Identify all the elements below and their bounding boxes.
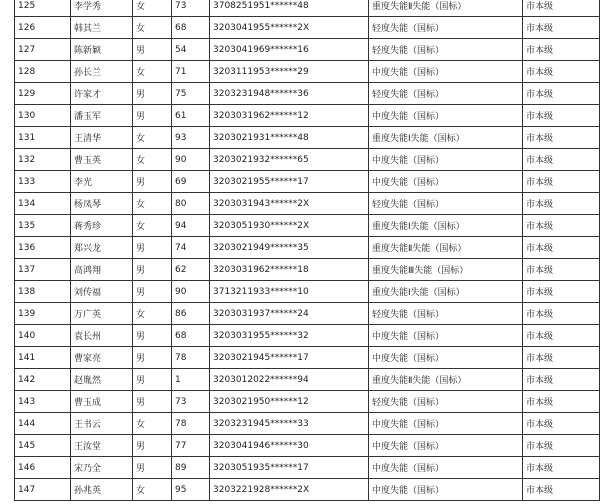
- age-cell: 80: [172, 193, 210, 215]
- name-cell: 蒋秀珍: [71, 215, 133, 237]
- disability-level-cell: 重度失能Ⅲ失能（国标）: [369, 259, 523, 281]
- name-cell: 陈新颖: [71, 39, 133, 61]
- table-row: [15, 413, 600, 435]
- gender-cell: 女: [133, 303, 172, 325]
- disability-level-cell: 中度失能（国标）: [369, 61, 523, 83]
- row-number-cell: 125: [15, 0, 71, 17]
- disability-level-cell: 轻度失能（国标）: [369, 17, 523, 39]
- admin-level-cell: 市本级: [523, 237, 600, 259]
- table-row: [15, 61, 600, 83]
- gender-cell: 男: [133, 105, 172, 127]
- table-row: [15, 259, 600, 281]
- age-cell: 54: [172, 39, 210, 61]
- table-row: [15, 171, 600, 193]
- name-cell: 郑兴龙: [71, 237, 133, 259]
- id-number-cell: 3203231948******36: [210, 83, 369, 105]
- gender-cell: 女: [133, 127, 172, 149]
- admin-level-cell: 市本级: [523, 17, 600, 39]
- disability-level-cell: 中度失能（国标）: [369, 325, 523, 347]
- name-cell: 李学秀: [71, 0, 133, 17]
- disability-level-cell: 轻度失能（国标）: [369, 83, 523, 105]
- age-cell: 78: [172, 413, 210, 435]
- gender-cell: 女: [133, 17, 172, 39]
- admin-level-cell: 市本级: [523, 83, 600, 105]
- gender-cell: 女: [133, 61, 172, 83]
- age-cell: 73: [172, 391, 210, 413]
- disability-level-cell: 重度失能Ⅰ失能（国标）: [369, 281, 523, 303]
- row-number-cell: 128: [15, 61, 71, 83]
- name-cell: 赵胤然: [71, 369, 133, 391]
- row-number-cell: 134: [15, 193, 71, 215]
- gender-cell: 男: [133, 369, 172, 391]
- table-row: [15, 237, 600, 259]
- admin-level-cell: 市本级: [523, 391, 600, 413]
- gender-cell: 男: [133, 259, 172, 281]
- admin-level-cell: 市本级: [523, 105, 600, 127]
- id-number-cell: 3203051935******17: [210, 457, 369, 479]
- row-number-cell: 138: [15, 281, 71, 303]
- gender-cell: 男: [133, 347, 172, 369]
- row-number-cell: 144: [15, 413, 71, 435]
- name-cell: 王汝堂: [71, 435, 133, 457]
- row-number-cell: 147: [15, 479, 71, 501]
- admin-level-cell: 市本级: [523, 281, 600, 303]
- gender-cell: 女: [133, 149, 172, 171]
- age-cell: 94: [172, 215, 210, 237]
- id-number-cell: 3203021932******65: [210, 149, 369, 171]
- table-row: [15, 369, 600, 391]
- id-number-cell: 3203031943******2X: [210, 193, 369, 215]
- gender-cell: 女: [133, 193, 172, 215]
- age-cell: 68: [172, 17, 210, 39]
- name-cell: 潘玉军: [71, 105, 133, 127]
- table-row: [15, 39, 600, 61]
- age-cell: 68: [172, 325, 210, 347]
- id-number-cell: 3203051930******2X: [210, 215, 369, 237]
- name-cell: 杨凤琴: [71, 193, 133, 215]
- admin-level-cell: 市本级: [523, 215, 600, 237]
- row-number-cell: 130: [15, 105, 71, 127]
- name-cell: 许家才: [71, 83, 133, 105]
- id-number-cell: 3203031955******32: [210, 325, 369, 347]
- id-number-cell: 3203041946******30: [210, 435, 369, 457]
- disability-level-cell: 重度失能Ⅱ失能（国标）: [369, 0, 523, 17]
- table-row: [15, 391, 600, 413]
- table-row: [15, 457, 600, 479]
- row-number-cell: 127: [15, 39, 71, 61]
- disability-level-cell: 中度失能（国标）: [369, 413, 523, 435]
- row-number-cell: 146: [15, 457, 71, 479]
- gender-cell: 女: [133, 0, 172, 17]
- row-number-cell: 135: [15, 215, 71, 237]
- name-cell: 韩其兰: [71, 17, 133, 39]
- age-cell: 90: [172, 281, 210, 303]
- gender-cell: 男: [133, 281, 172, 303]
- disability-level-cell: 重度失能Ⅱ失能（国标）: [369, 369, 523, 391]
- disability-level-cell: 轻度失能（国标）: [369, 391, 523, 413]
- disability-level-cell: 重度失能Ⅰ失能（国标）: [369, 127, 523, 149]
- admin-level-cell: 市本级: [523, 127, 600, 149]
- id-number-cell: 3203021945******17: [210, 347, 369, 369]
- row-number-cell: 141: [15, 347, 71, 369]
- row-number-cell: 136: [15, 237, 71, 259]
- admin-level-cell: 市本级: [523, 259, 600, 281]
- admin-level-cell: 市本级: [523, 347, 600, 369]
- id-number-cell: 3203012022******94: [210, 369, 369, 391]
- disability-level-cell: 中度失能（国标）: [369, 171, 523, 193]
- disability-level-cell: 中度失能（国标）: [369, 479, 523, 501]
- name-cell: 袁长州: [71, 325, 133, 347]
- name-cell: 曹家亮: [71, 347, 133, 369]
- age-cell: 89: [172, 457, 210, 479]
- disability-level-cell: 中度失能（国标）: [369, 105, 523, 127]
- id-number-cell: 3203021955******17: [210, 171, 369, 193]
- gender-cell: 女: [133, 479, 172, 501]
- admin-level-cell: 市本级: [523, 413, 600, 435]
- row-number-cell: 143: [15, 391, 71, 413]
- table-row: [15, 435, 600, 457]
- admin-level-cell: 市本级: [523, 39, 600, 61]
- age-cell: 61: [172, 105, 210, 127]
- row-number-cell: 132: [15, 149, 71, 171]
- disability-level-cell: 重度失能Ⅰ失能（国标）: [369, 215, 523, 237]
- table-row: [15, 303, 600, 325]
- admin-level-cell: 市本级: [523, 369, 600, 391]
- row-number-cell: 126: [15, 17, 71, 39]
- disability-level-cell: 中度失能（国标）: [369, 347, 523, 369]
- age-cell: 78: [172, 347, 210, 369]
- age-cell: 74: [172, 237, 210, 259]
- id-number-cell: 3203041955******2X: [210, 17, 369, 39]
- age-cell: 71: [172, 61, 210, 83]
- id-number-cell: 3203031937******24: [210, 303, 369, 325]
- admin-level-cell: 市本级: [523, 325, 600, 347]
- row-number-cell: 139: [15, 303, 71, 325]
- row-number-cell: 140: [15, 325, 71, 347]
- gender-cell: 男: [133, 325, 172, 347]
- admin-level-cell: 市本级: [523, 0, 600, 17]
- row-number-cell: 145: [15, 435, 71, 457]
- name-cell: 宋乃全: [71, 457, 133, 479]
- id-number-cell: 3203021949******35: [210, 237, 369, 259]
- table-row: [15, 325, 600, 347]
- disability-level-cell: 轻度失能（国标）: [369, 303, 523, 325]
- disability-level-cell: 中度失能（国标）: [369, 149, 523, 171]
- id-number-cell: 3708251951******48: [210, 0, 369, 17]
- admin-level-cell: 市本级: [523, 435, 600, 457]
- name-cell: 孙长兰: [71, 61, 133, 83]
- row-number-cell: 129: [15, 83, 71, 105]
- row-number-cell: 133: [15, 171, 71, 193]
- table-row: [15, 0, 600, 17]
- id-number-cell: 3203021950******12: [210, 391, 369, 413]
- age-cell: 90: [172, 149, 210, 171]
- name-cell: 王清华: [71, 127, 133, 149]
- gender-cell: 男: [133, 171, 172, 193]
- admin-level-cell: 市本级: [523, 171, 600, 193]
- age-cell: 75: [172, 83, 210, 105]
- table-row: [15, 347, 600, 369]
- gender-cell: 女: [133, 413, 172, 435]
- name-cell: 孙兆英: [71, 479, 133, 501]
- name-cell: 高鸿翔: [71, 259, 133, 281]
- age-cell: 93: [172, 127, 210, 149]
- gender-cell: 男: [133, 39, 172, 61]
- row-number-cell: 131: [15, 127, 71, 149]
- table-row: [15, 17, 600, 39]
- name-cell: 刘传福: [71, 281, 133, 303]
- gender-cell: 男: [133, 457, 172, 479]
- table-body: [15, 0, 600, 501]
- table-row: [15, 127, 600, 149]
- disability-level-cell: 中度失能（国标）: [369, 457, 523, 479]
- table-row: [15, 149, 600, 171]
- name-cell: 曹玉英: [71, 149, 133, 171]
- age-cell: 86: [172, 303, 210, 325]
- disability-level-cell: 轻度失能（国标）: [369, 39, 523, 61]
- age-cell: 77: [172, 435, 210, 457]
- age-cell: 73: [172, 0, 210, 17]
- gender-cell: 男: [133, 391, 172, 413]
- id-number-cell: 3203111953******29: [210, 61, 369, 83]
- disability-level-cell: 重度失能Ⅱ失能（国标）: [369, 237, 523, 259]
- gender-cell: 男: [133, 237, 172, 259]
- disability-level-cell: 中度失能（国标）: [369, 435, 523, 457]
- admin-level-cell: 市本级: [523, 193, 600, 215]
- name-cell: 王书云: [71, 413, 133, 435]
- admin-level-cell: 市本级: [523, 457, 600, 479]
- age-cell: 69: [172, 171, 210, 193]
- gender-cell: 女: [133, 215, 172, 237]
- admin-level-cell: 市本级: [523, 303, 600, 325]
- table-row: [15, 479, 600, 501]
- table-row: [15, 193, 600, 215]
- name-cell: 万广英: [71, 303, 133, 325]
- age-cell: 1: [172, 369, 210, 391]
- id-number-cell: 3713211933******10: [210, 281, 369, 303]
- gender-cell: 男: [133, 435, 172, 457]
- age-cell: 95: [172, 479, 210, 501]
- admin-level-cell: 市本级: [523, 479, 600, 501]
- id-number-cell: 3203221928******2X: [210, 479, 369, 501]
- table-row: [15, 281, 600, 303]
- name-cell: 曹玉成: [71, 391, 133, 413]
- age-cell: 62: [172, 259, 210, 281]
- admin-level-cell: 市本级: [523, 149, 600, 171]
- row-number-cell: 142: [15, 369, 71, 391]
- id-number-cell: 3203031962******12: [210, 105, 369, 127]
- disability-level-cell: 轻度失能（国标）: [369, 193, 523, 215]
- gender-cell: 男: [133, 83, 172, 105]
- table-row: [15, 215, 600, 237]
- row-number-cell: 137: [15, 259, 71, 281]
- id-number-cell: 3203041969******16: [210, 39, 369, 61]
- disability-records-table: [14, 0, 600, 501]
- name-cell: 李光: [71, 171, 133, 193]
- table-row: [15, 105, 600, 127]
- admin-level-cell: 市本级: [523, 61, 600, 83]
- id-number-cell: 3203231945******33: [210, 413, 369, 435]
- id-number-cell: 3203031962******18: [210, 259, 369, 281]
- table-row: [15, 83, 600, 105]
- id-number-cell: 3203021931******48: [210, 127, 369, 149]
